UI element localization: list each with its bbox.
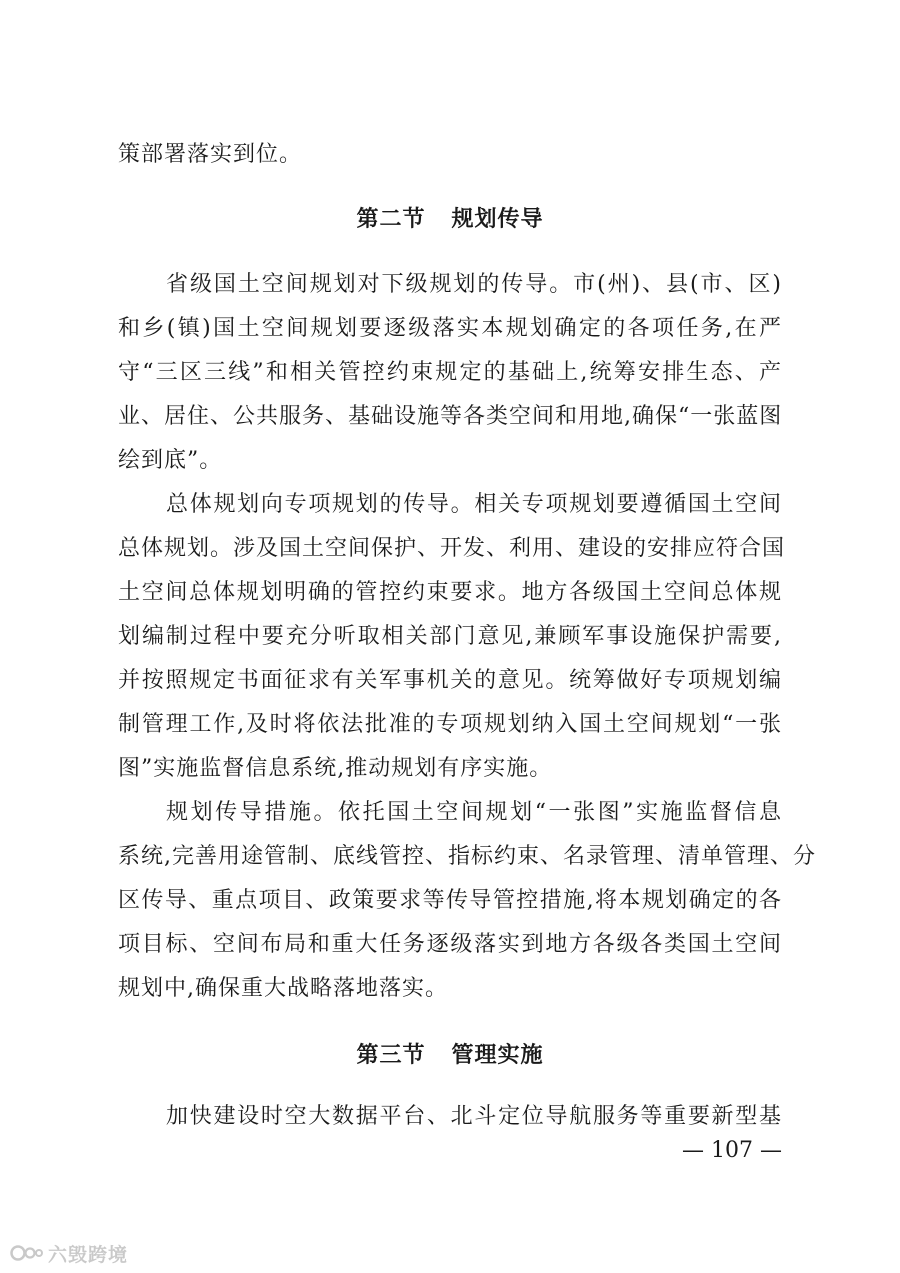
section-heading — [0, 1040, 900, 1070]
paragraph-line: 绘到底”。 — [118, 448, 223, 473]
watermark-text: 六毁跨境 — [48, 1243, 129, 1266]
watermark — [10, 1238, 128, 1268]
paragraph-line: 划编制过程中要充分听取相关部门意见,兼顾军事设施保护需要, — [118, 624, 782, 649]
paragraph-line: 总体规划向专项规划的传导。相关专项规划要遵循国土空间 — [166, 492, 782, 517]
paragraph-line: 策部署落实到位。 — [118, 142, 303, 167]
section-title: 管理实施 — [451, 1042, 544, 1068]
section-number: 第二节 — [356, 206, 426, 232]
paragraph-line: 守“三区三线”和相关管控约束规定的基础上,统筹安排生态、产 — [118, 360, 782, 385]
paragraph-line: 图”实施监督信息系统,推动规划有序实施。 — [118, 756, 553, 781]
paragraph-line: 规划中,确保重大战略落地落实。 — [118, 976, 448, 1001]
paragraph-line: 项目标、空间布局和重大任务逐级落实到地方各级各类国土空间 — [118, 932, 782, 957]
watermark-logo-icon — [10, 1242, 44, 1264]
section-number: 第三节 — [356, 1042, 426, 1068]
paragraph-line: 省级国土空间规划对下级规划的传导。市(州)、县(市、区) — [166, 272, 782, 297]
paragraph-line: 加快建设时空大数据平台、北斗定位导航服务等重要新型基 — [166, 1104, 782, 1129]
section-title: 规划传导 — [451, 206, 544, 232]
paragraph-line: 和乡(镇)国土空间规划要逐级落实本规划确定的各项任务,在严 — [118, 316, 782, 341]
page-number: — 107 — — [682, 1138, 782, 1163]
paragraph-line: 并按照规定书面征求有关军事机关的意见。统筹做好专项规划编 — [118, 668, 782, 693]
paragraph-line: 业、居住、公共服务、基础设施等各类空间和用地,确保“一张蓝图 — [118, 404, 783, 429]
paragraph-line: 制管理工作,及时将依法批准的专项规划纳入国土空间规划“一张 — [118, 712, 782, 737]
paragraph-line: 规划传导措施。依托国土空间规划“一张图”实施监督信息 — [166, 800, 782, 825]
paragraph-line: 区传导、重点项目、政策要求等传导管控措施,将本规划确定的各 — [118, 888, 782, 913]
paragraph-line: 系统,完善用途管制、底线管控、指标约束、名录管理、清单管理、分 — [118, 844, 816, 869]
paragraph-line: 总体规划。涉及国土空间保护、开发、利用、建设的安排应符合国 — [118, 536, 786, 561]
paragraph-line: 土空间总体规划明确的管控约束要求。地方各级国土空间总体规 — [118, 580, 782, 605]
section-heading — [0, 204, 900, 234]
